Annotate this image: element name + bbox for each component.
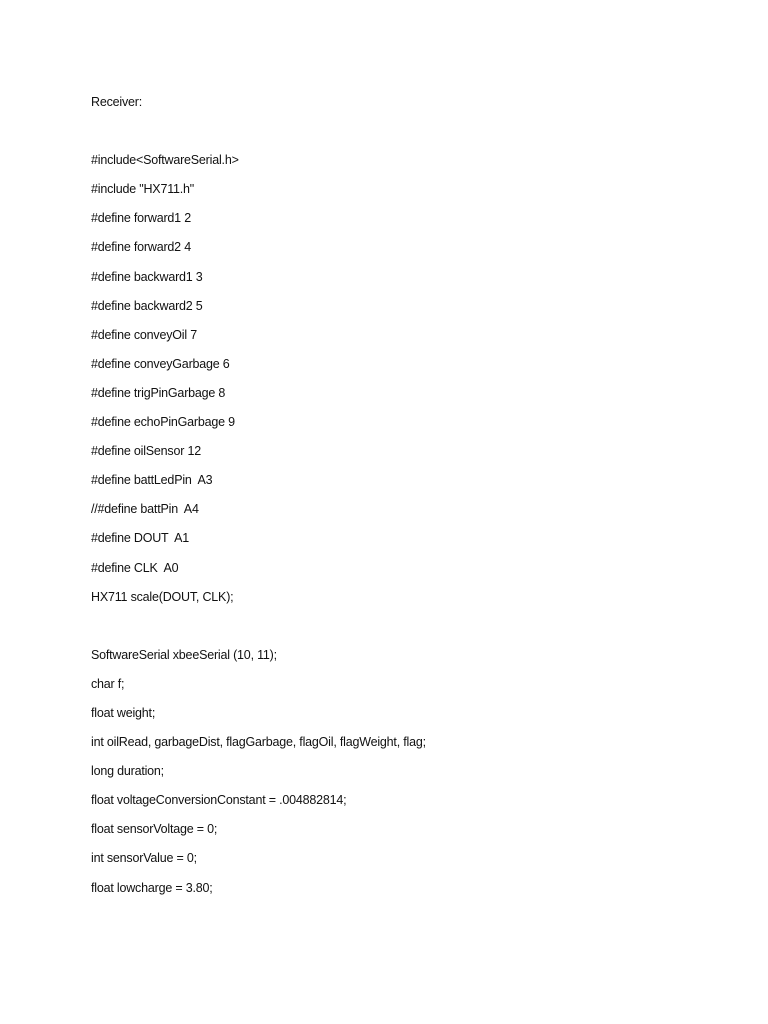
text-line: char f; (91, 676, 125, 691)
text-line: //#define battPin A4 (91, 502, 199, 517)
text-line: HX711 scale(DOUT, CLK); (91, 589, 234, 604)
text-line: #define backward2 5 (91, 298, 203, 313)
text-line: #define oilSensor 12 (91, 444, 201, 459)
text-line: float lowcharge = 3.80; (91, 880, 213, 895)
code-text-body (91, 88, 731, 903)
text-line: float voltageConversionConstant = .004882814; (91, 793, 347, 808)
text-line: #define conveyGarbage 6 (91, 356, 230, 371)
text-line: #define echoPinGarbage 9 (91, 415, 235, 430)
text-line: #include "HX711.h" (91, 182, 195, 197)
text-line: #define CLK A0 (91, 560, 179, 575)
text-line: #define backward1 3 (91, 269, 203, 284)
text-line: #define DOUT A1 (91, 531, 190, 546)
text-line: Receiver: (91, 95, 142, 109)
text-line: #define forward1 2 (91, 211, 191, 226)
text-line: SoftwareSerial xbeeSerial (10, 11); (91, 647, 277, 662)
blank-line (91, 612, 731, 641)
text-line: int oilRead, garbageDist, flagGarbage, flagOil, flagWeight, flag; (91, 735, 426, 750)
text-line: #define conveyOil 7 (91, 327, 197, 342)
text-line: #define battLedPin A3 (91, 473, 213, 488)
text-line: #define forward2 4 (91, 240, 191, 255)
blank-line (91, 117, 731, 146)
text-line: #include<SoftwareSerial.h> (91, 153, 239, 168)
text-line: #define trigPinGarbage 8 (91, 385, 226, 400)
text-line: int sensorValue = 0; (91, 851, 197, 866)
text-line: float sensorVoltage = 0; (91, 822, 218, 837)
text-line: long duration; (91, 764, 164, 779)
text-line: float weight; (91, 705, 156, 720)
